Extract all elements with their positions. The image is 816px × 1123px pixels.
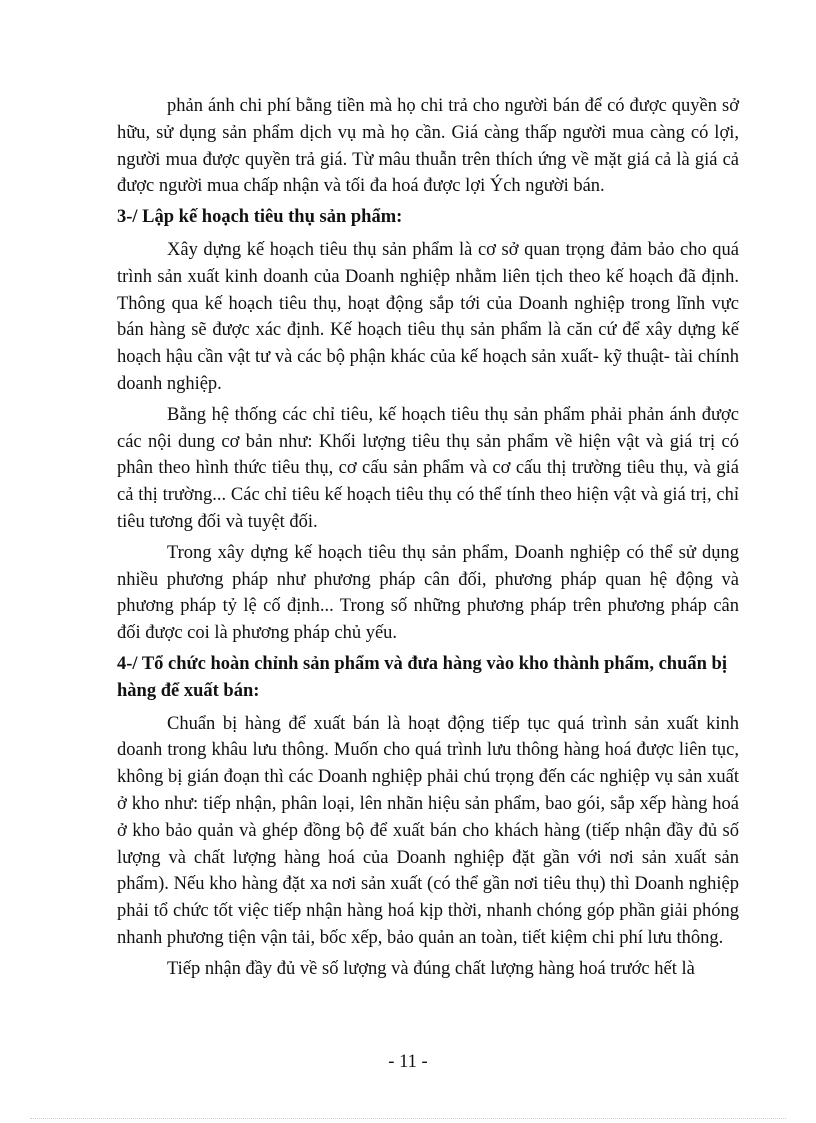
body-paragraph: Xây dựng kế hoạch tiêu thụ sản phẩm là cơ sở quan trọng đảm bảo cho quá trình sản xuất kinh doanh của Doanh nghiệp nhằm liên tịch theo kế hoạch đã định. Thông qua kế hoạch tiêu thụ, hoạt động sắp tới của Doanh nghiệp trong lĩnh vực bán hàng sẽ được xác định. Kế hoạch tiêu thụ sản phẩm là căn cứ để xây dựng kế hoạch hậu cần vật tư và các bộ phận khác của kế hoạch sản xuất- kỹ thuật- tài chính doanh nghiệp. — [117, 239, 739, 394]
page-number: - 11 - — [388, 1052, 428, 1072]
document-body — [117, 93, 739, 987]
body-paragraph: Tiếp nhận đầy đủ về số lượng và đúng chất lượng hàng hoá trước hết là — [167, 958, 695, 979]
body-paragraph: Bằng hệ thống các chỉ tiêu, kế hoạch tiêu thụ sản phẩm phải phản ánh được các nội dung cơ bản như: Khối lượng tiêu thụ sản phẩm về hiện vật và giá trị có phân theo hình thức tiêu thụ, cơ cấu sản phẩm và cơ cấu thị trường tiêu thụ, và giá cả thị trường... Các chỉ tiêu kế hoạch tiêu thụ có thể tính theo hiện vật và giá trị, chỉ tiêu tương đối và tuyệt đối. — [117, 404, 739, 532]
section-heading-4: 4-/ Tổ chức hoàn chỉnh sản phẩm và đưa hàng vào kho thành phẩm, chuẩn bị hàng để xuất bán: — [117, 653, 727, 701]
body-paragraph: Chuẩn bị hàng để xuất bán là hoạt động tiếp tục quá trình sản xuất kinh doanh trong khâu lưu thông. Muốn cho quá trình lưu thông hàng hoá được liên tục, không bị gián đoạn thì các Doanh nghiệp phải chú trọng đến các nghiệp vụ sản xuất ở kho như: tiếp nhận, phân loại, lên nhãn hiệu sản phẩm, bao gói, sắp xếp hàng hoá ở kho bảo quản và ghép đồng bộ để xuất bán cho khách hàng (tiếp nhận đầy đủ số lượng và chất lượng hàng hoá của Doanh nghiệp đặt gần với nơi sản xuất sản phẩm). Nếu kho hàng đặt xa nơi sản xuất (có thể gần nơi tiêu thụ) thì Doanh nghiệp phải tổ chức tốt việc tiếp nhận hàng hoá kịp thời, nhanh chóng góp phần giải phóng nhanh phương tiện vận tải, bốc xếp, bảo quản an toàn, tiết kiệm chi phí lưu thông. — [117, 713, 739, 948]
body-paragraph: Trong xây dựng kế hoạch tiêu thụ sản phẩm, Doanh nghiệp có thể sử dụng nhiều phương pháp như phương pháp cân đối, phương pháp quan hệ động và phương pháp tỷ lệ cố định... Trong số những phương pháp trên phương pháp cân đối được coi là phương pháp chủ yếu. — [117, 542, 739, 644]
body-paragraph: phản ánh chi phí bằng tiền mà họ chi trả cho người bán để có được quyền sở hữu, sử dụng sản phẩm dịch vụ mà họ cần. Giá càng thấp người mua càng có lợi, người mua được quyền trả giá. Từ mâu thuẫn trên thích ứng về mặt giá cả là giá cả được người mua chấp nhận và tối đa hoá được lợi Ých người bán. — [117, 96, 739, 197]
page-bottom-divider — [30, 1118, 786, 1119]
section-heading-3: 3-/ Lập kế hoạch tiêu thụ sản phẩm: — [117, 207, 403, 228]
